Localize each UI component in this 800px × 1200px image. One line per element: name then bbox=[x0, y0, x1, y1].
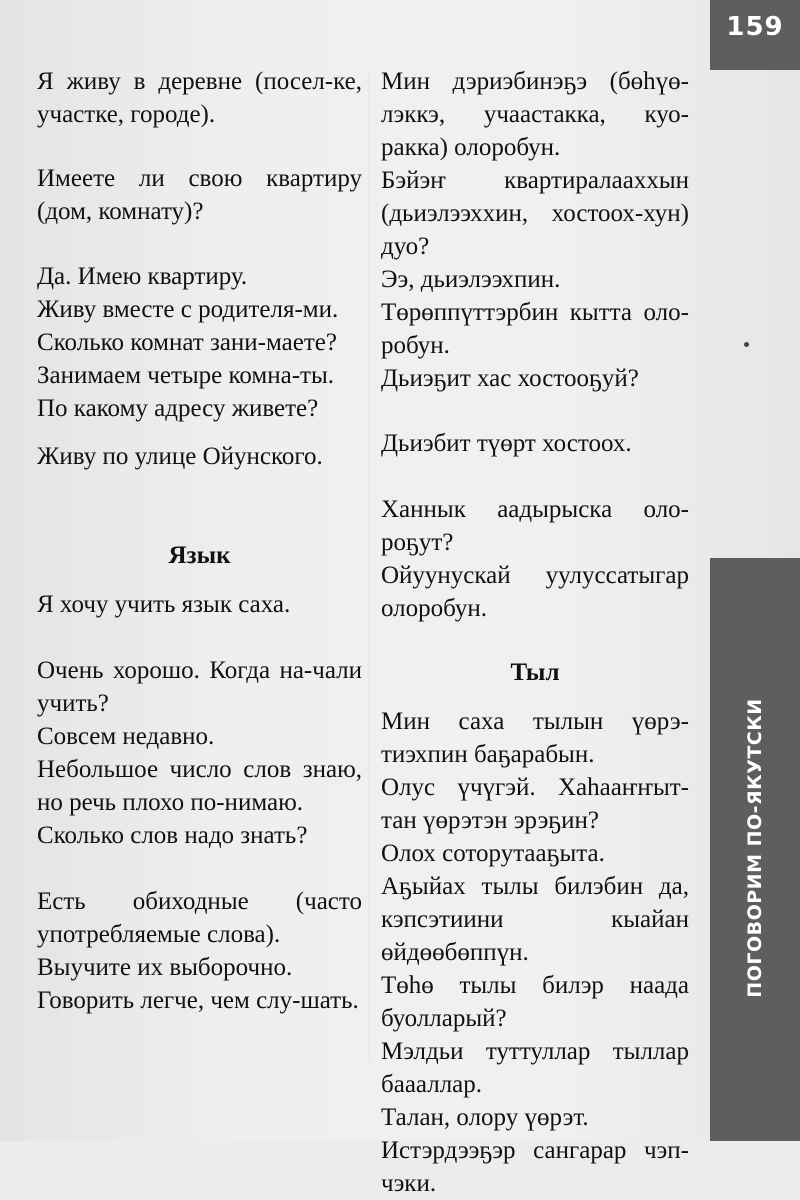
sakha-phrase: Мин саха тылын үөрэ-тиэхпин баҕарабын. bbox=[381, 708, 689, 768]
russian-phrase: Сколько комнат зани-маете? bbox=[37, 329, 337, 356]
russian-phrase: Я живу в деревне (посел-ке, участке, городе). bbox=[37, 68, 362, 128]
russian-phrase: Небольшое число слов знаю, но речь плохо по-нимаю. bbox=[37, 756, 362, 816]
russian-section-heading: Язык bbox=[168, 542, 231, 569]
sakha-phrase: Дьиэҕит хас хостооҕуй? bbox=[381, 365, 639, 392]
page-number: 159 bbox=[726, 12, 784, 42]
russian-phrase: По какому адресу живете? bbox=[37, 395, 319, 422]
sakha-phrase: Ээ, дьиэлээхпин. bbox=[381, 266, 561, 293]
sakha-phrase: Бэйэҥ квартиралааххын (дьиэлээххин, хостоох-хун) дуо? bbox=[381, 167, 689, 260]
sakha-phrase: Истэрдээҕэр сангарар чэп-чэки. bbox=[381, 1137, 689, 1197]
russian-phrase: Да. Имею квартиру. bbox=[37, 263, 248, 290]
russian-phrase: Имеете ли свою квартиру (дом, комнату)? bbox=[37, 165, 362, 225]
column-divider bbox=[369, 70, 370, 1060]
sakha-phrase: Ойуунускай уулуссатыгар олоробун. bbox=[381, 562, 689, 622]
russian-phrase: Есть обиходные (часто употребляемые слова). bbox=[37, 888, 362, 948]
sakha-phrase: Дьиэбит түөрт хостоох. bbox=[381, 430, 632, 457]
sakha-phrase: Аҕыйах тылы билэбин да, кэпсэтиини кыайан өйдөөбөппүн. bbox=[381, 873, 689, 966]
russian-phrase: Говорить легче, чем слу-шать. bbox=[37, 987, 359, 1014]
russian-phrase: Очень хорошо. Когда на-чали учить? bbox=[37, 657, 362, 717]
russian-phrase: Живу вместе с родителя-ми. bbox=[37, 296, 339, 323]
section-tab bbox=[710, 558, 800, 1141]
russian-phrase: Выучите их выборочно. bbox=[37, 954, 293, 981]
section-tab-label: ПОГОВОРИМ ПО-ЯКУТСКИ bbox=[744, 698, 766, 998]
ink-speck bbox=[744, 342, 749, 347]
page-number-tab bbox=[710, 0, 800, 70]
sakha-phrase: Олус үчүгэй. Хаһааҥҥыт-тан үөрэтэн эрэҕин? bbox=[381, 774, 689, 834]
russian-phrase: Сколько слов надо знать? bbox=[37, 822, 308, 849]
russian-phrase: Живу по улице Ойунского. bbox=[37, 443, 323, 470]
sakha-phrase: Талан, олору үөрэт. bbox=[381, 1104, 589, 1131]
sakha-phrase: Төһө тылы билэр наада буолларый? bbox=[381, 972, 689, 1032]
sakha-phrase: Мин дэриэбинэҕэ (бөһүө-лэккэ, учаастакка, куо-ракка) олоробун. bbox=[381, 68, 689, 161]
russian-phrase: Я хочу учить язык саха. bbox=[37, 591, 291, 618]
russian-phrase: Занимаем четыре комна-ты. bbox=[37, 362, 335, 389]
russian-phrase: Совсем недавно. bbox=[37, 723, 215, 750]
russian-column bbox=[37, 65, 362, 1017]
sakha-phrase: Мэлдьи туттуллар тыллар баааллар. bbox=[381, 1038, 689, 1098]
sakha-phrase: Төрөппүттэрбин кытта оло-робун. bbox=[381, 299, 689, 359]
sakha-section-heading: Тыл bbox=[510, 659, 560, 686]
sakha-phrase: Олох соторутааҕыта. bbox=[381, 840, 605, 867]
sakha-column bbox=[381, 65, 689, 1200]
sakha-phrase: Ханнык аадырыска оло-роҕут? bbox=[381, 496, 689, 556]
